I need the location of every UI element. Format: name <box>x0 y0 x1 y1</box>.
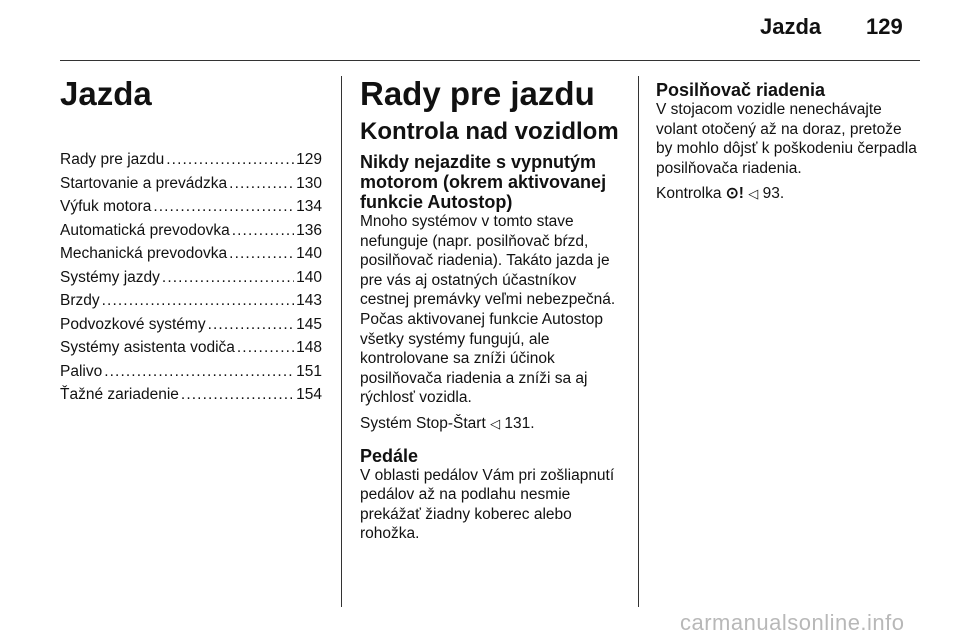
body-pedals: V oblasti pedálov Vám pri zošliapnutí pedálov až na podlahu nesmie prekážať žiadny koberec alebo rohožka. <box>360 466 615 543</box>
toc-entry-page: 136 <box>296 221 322 239</box>
toc-entry-label: Systémy jazdy <box>60 268 160 286</box>
toc-entry[interactable] <box>60 289 322 313</box>
heading-pedals: Pedále <box>360 445 419 466</box>
toc-entry-page: 154 <box>296 386 322 403</box>
column-divider-right <box>638 76 639 607</box>
toc-dot-leader <box>208 313 295 337</box>
toc-entry[interactable] <box>60 219 322 243</box>
toc-entry[interactable] <box>60 195 322 219</box>
toc-entry[interactable] <box>60 360 322 384</box>
toc-dot-leader <box>232 219 294 243</box>
toc-entry-label: Ťažné zariadenie <box>60 386 179 403</box>
toc-dot-leader <box>229 242 294 266</box>
column-toc <box>60 74 322 407</box>
toc-entry[interactable] <box>60 172 322 196</box>
ref-warning-light-page[interactable]: 93. <box>762 185 785 203</box>
toc-entry[interactable] <box>60 336 322 360</box>
toc-entry-page: 140 <box>296 245 322 262</box>
toc-dot-leader <box>104 360 294 384</box>
toc-entry[interactable] <box>60 383 322 407</box>
toc-entry-label: Mechanická prevodovka <box>60 245 228 262</box>
toc-entry-label: Podvozkové systémy <box>60 315 206 333</box>
header-rule <box>60 60 920 61</box>
toc-list <box>60 148 322 407</box>
chapter-title: Jazda <box>60 75 152 112</box>
page-ref-icon: ◁ <box>748 186 759 202</box>
toc-entry-page: 130 <box>296 174 322 192</box>
toc-entry-page: 140 <box>296 268 322 286</box>
toc-entry-label: Startovanie a prevádzka <box>60 174 228 192</box>
toc-entry-page: 145 <box>296 315 322 333</box>
toc-entry-label: Palivo <box>60 362 103 380</box>
ref-stop-start-page[interactable]: 131. <box>504 414 535 432</box>
toc-entry-label: Systémy asistenta vodiča <box>60 339 235 356</box>
toc-dot-leader <box>166 148 294 172</box>
toc-dot-leader <box>181 383 294 407</box>
toc-entry-label: Brzdy <box>60 292 100 309</box>
page-ref-icon: ◁ <box>490 415 501 431</box>
body-power-steering: V stojacom vozidle nenechávajte volant otočený až na doraz, pretože by mohlo dôjsť k poškodeniu čerpadla posilňovača riadenia. <box>656 101 917 177</box>
toc-entry-label: Rady pre jazdu <box>60 151 165 168</box>
steering-warning-icon: ⊙! <box>725 185 744 203</box>
toc-entry-page: 129 <box>296 151 322 168</box>
toc-entry-page: 134 <box>296 198 322 215</box>
toc-entry-page: 143 <box>296 292 322 309</box>
toc-dot-leader <box>162 266 294 290</box>
section-title: Rady pre jazdu <box>360 75 595 112</box>
column-driving-tips <box>360 74 622 544</box>
toc-entry-label: Výfuk motora <box>60 198 152 215</box>
toc-entry[interactable] <box>60 313 322 337</box>
toc-dot-leader <box>102 289 295 313</box>
watermark: carmanualsonline.info <box>680 610 905 635</box>
body-engine-off: Mnoho systémov v tomto stave nefunguje (napr. posilňovač bŕzd, posilňovač riadenia). Takáto jazda je pre vás aj ostatných účastníkov cestnej premávky veľmi nebezpečná. Počas aktivovanej funkcie Autostop všetky systémy fungujú, ale kontrolovane sa zníži účinok posilňovača riadenia a zníži sa aj rýchlosť vozidla. <box>360 213 616 407</box>
toc-dot-leader <box>229 172 294 196</box>
toc-dot-leader <box>153 195 294 219</box>
ref-stop-start-text: Systém Stop-Štart <box>360 414 486 432</box>
toc-entry[interactable] <box>60 266 322 290</box>
column-power-steering <box>656 80 918 204</box>
heading-power-steering: Posilňovač riadenia <box>656 80 826 100</box>
ref-warning-light-text: Kontrolka <box>656 185 722 203</box>
toc-entry-page: 151 <box>296 362 322 380</box>
ref-stop-start <box>360 414 622 434</box>
heading-engine-off: Nikdy nejazdite s vypnutým motorom (okrem aktivovanej funkcie Autostop) <box>360 152 607 212</box>
toc-entry-label: Automatická prevodovka <box>60 221 230 239</box>
ref-warning-light <box>656 184 918 204</box>
toc-entry[interactable] <box>60 242 322 266</box>
toc-entry-page: 148 <box>296 339 322 356</box>
toc-entry[interactable] <box>60 148 322 172</box>
toc-dot-leader <box>237 336 294 360</box>
column-divider-left <box>341 76 342 607</box>
header-page-number: 129 <box>866 14 903 39</box>
header-title: Jazda <box>760 14 822 39</box>
section-subtitle: Kontrola nad vozidlom <box>360 118 619 145</box>
